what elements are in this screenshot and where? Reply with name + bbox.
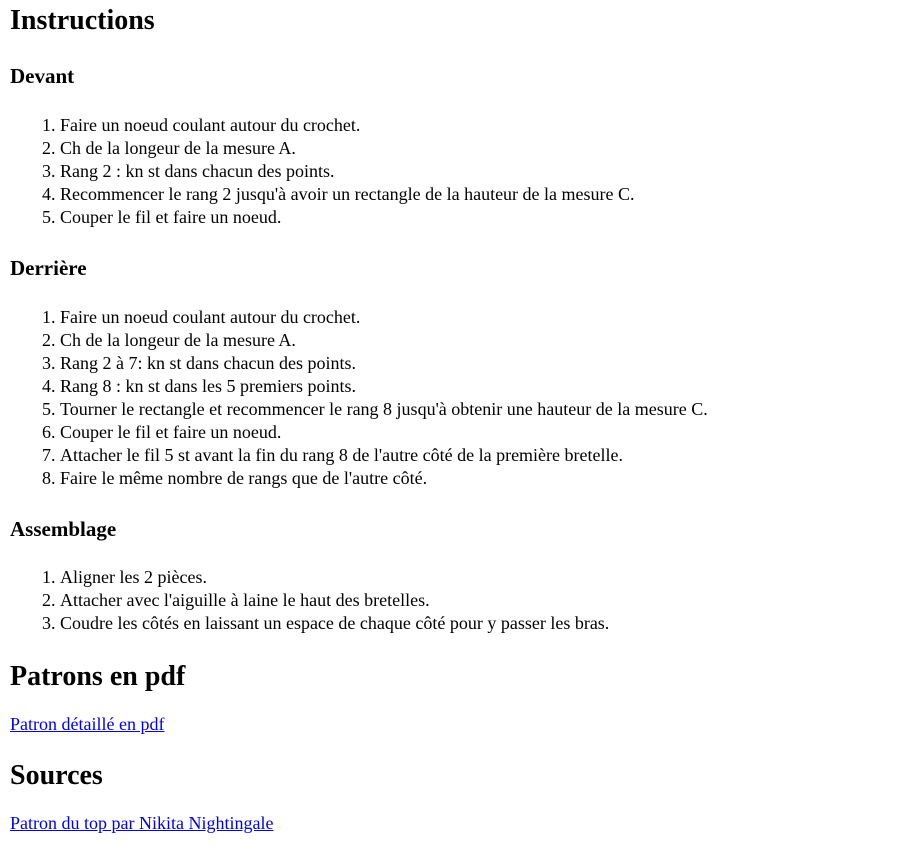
list-item: 3. Coudre les côtés en laissant un espace de chaque côté pour y passer les bras. bbox=[60, 612, 900, 635]
devant-steps-list bbox=[10, 114, 900, 229]
list-item: 2. Ch de la longeur de la mesure A. bbox=[60, 137, 900, 160]
patron-link-paragraph bbox=[10, 713, 900, 736]
list-item: 5. Tourner le rectangle et recommencer le rang 8 jusqu'à obtenir une hauteur de la mesure C. bbox=[60, 398, 900, 421]
list-item: 3. Rang 2 à 7: kn st dans chacun des points. bbox=[60, 352, 900, 375]
list-item: 1. Aligner les 2 pièces. bbox=[60, 566, 900, 589]
list-item: 6. Couper le fil et faire un noeud. bbox=[60, 421, 900, 444]
list-item: 5. Couper le fil et faire un noeud. bbox=[60, 206, 900, 229]
derriere-steps-list bbox=[10, 306, 900, 490]
list-item: 2. Attacher avec l'aiguille à laine le haut des bretelles. bbox=[60, 589, 900, 612]
patrons-title: Patrons en pdf bbox=[10, 661, 186, 692]
patron-pdf-link[interactable]: Patron détaillé en pdf bbox=[10, 714, 165, 734]
source-link-paragraph bbox=[10, 812, 900, 835]
list-item: 7. Attacher le fil 5 st avant la fin du rang 8 de l'autre côté de la première bretelle. bbox=[60, 444, 900, 467]
sources-title: Sources bbox=[10, 760, 103, 791]
list-item: 4. Rang 8 : kn st dans les 5 premiers points. bbox=[60, 375, 900, 398]
list-item: 2. Ch de la longeur de la mesure A. bbox=[60, 329, 900, 352]
assemblage-steps-list bbox=[10, 566, 900, 635]
instructions-title: Instructions bbox=[10, 5, 155, 36]
list-item: 4. Recommencer le rang 2 jusqu'à avoir un rectangle de la hauteur de la mesure C. bbox=[60, 183, 900, 206]
source-pattern-link[interactable]: Patron du top par Nikita Nightingale bbox=[10, 813, 274, 833]
list-item: 1. Faire un noeud coulant autour du crochet. bbox=[60, 306, 900, 329]
devant-heading: Devant bbox=[10, 64, 75, 88]
list-item: 1. Faire un noeud coulant autour du crochet. bbox=[60, 114, 900, 137]
list-item: 8. Faire le même nombre de rangs que de l'autre côté. bbox=[60, 467, 900, 490]
list-item: 3. Rang 2 : kn st dans chacun des points. bbox=[60, 160, 900, 183]
derriere-heading: Derrière bbox=[10, 256, 87, 280]
page-content bbox=[0, 5, 910, 835]
assemblage-heading: Assemblage bbox=[10, 517, 117, 541]
